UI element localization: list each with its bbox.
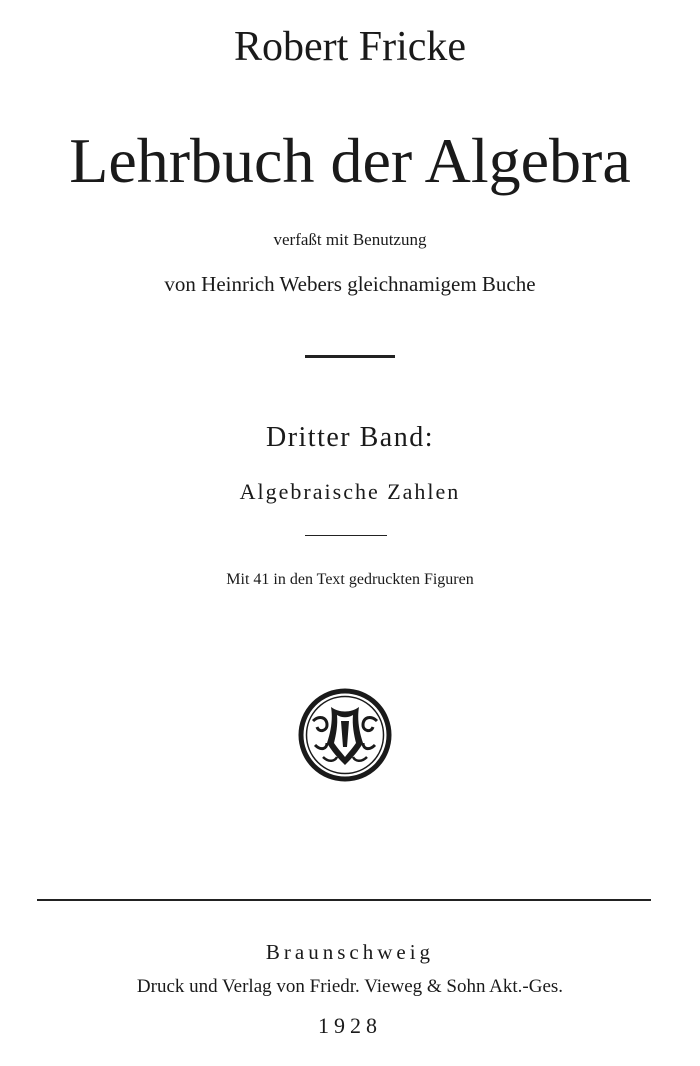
figures-note: Mit 41 in den Text gedruckten Figuren (226, 571, 474, 588)
imprint-publisher: Druck und Verlag von Friedr. Vieweg & Sohn Akt.-Ges. (136, 976, 564, 997)
book-title: Lehrbuch der Algebra (69, 125, 631, 196)
imprint-city: Braunschweig (265, 940, 435, 964)
divider-top (305, 355, 395, 358)
volume-number: Dritter Band: (265, 422, 435, 453)
imprint-year: 1928 (318, 1013, 382, 1038)
publisher-emblem-icon (297, 687, 393, 783)
divider-bottom (37, 899, 651, 901)
subtitle-line-1: verfaßt mit Benutzung (273, 230, 427, 249)
volume-title: Algebraische Zahlen (239, 479, 461, 504)
author-name: Robert Fricke (233, 24, 467, 70)
subtitle-line-2: von Heinrich Webers gleichnamigem Buche (164, 272, 536, 296)
divider-middle (305, 535, 387, 536)
